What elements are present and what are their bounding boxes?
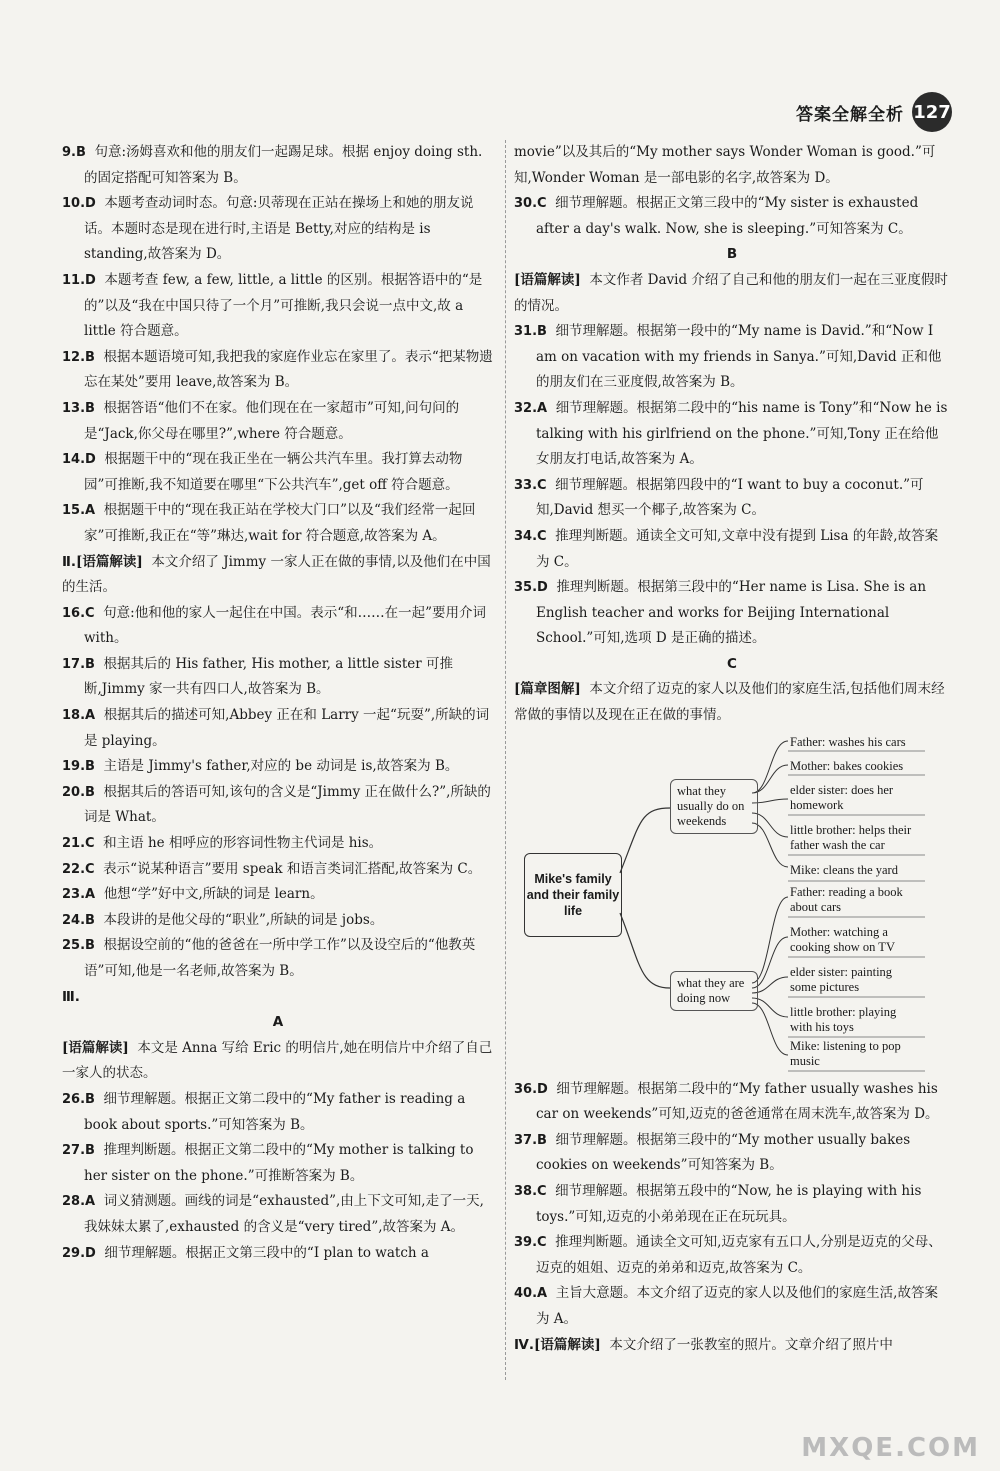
answer-number: 10.D: [62, 196, 96, 212]
answer-text: 根据题干中的“现在我正坐在一辆公共汽车里。我打算去动物园”可推断,我不知道要在哪里“下公共汽车”,get off 符合题意。: [84, 451, 463, 493]
section-text: 本文介绍了一张教室的照片。文章介绍了照片中: [609, 1336, 893, 1353]
answer-text: 根据其后的 His father, His mother, a little sister 可推断,Jimmy 家一共有四口人,故答案为 B。: [84, 655, 454, 698]
section-intro: [514, 677, 950, 728]
answer-text: 根据本题语境可知,我把我的家庭作业忘在家里了。表示“把某物遗忘在某处”要用 leave,故答案为 B。: [84, 348, 493, 391]
answer-number: 38.C: [514, 1184, 547, 1200]
answer-item: [62, 1138, 494, 1189]
answer-item: [62, 191, 494, 268]
answer-text: 根据题干中的“现在我正站在学校大门口”以及“我们经常一起回家”可推断,我正在“等”琳达,wait for 符合题意,故答案为 A。: [84, 502, 476, 544]
section-label: Ⅱ.: [62, 553, 77, 570]
section-text: 本文是 Anna 写给 Eric 的明信片,她在明信片中介绍了自己一家人的状态。: [62, 1039, 493, 1082]
section-text: 本文作者 David 介绍了自己和他的朋友们一起在三亚度假时的情况。: [514, 271, 948, 314]
answer-item: [514, 575, 950, 652]
answer-item: [514, 1230, 950, 1281]
answer-number: 36.D: [514, 1081, 548, 1097]
answer-text: 推理判断题。根据正文第二段中的“My mother is talking to her sister on the phone.”可推断答案为 B。: [84, 1142, 474, 1184]
answer-item: [514, 191, 950, 242]
answer-item: [62, 345, 494, 396]
answer-continuation: movie”以及其后的“My mother says Wonder Woman is good.”可知,Wonder Woman 是一部电影的名字,故答案为 D。: [514, 144, 936, 186]
mind-map-leaf: Mother: watching a cooking show on TV: [790, 924, 895, 954]
mind-map-leaf: Mike: cleans the yard: [790, 862, 898, 877]
answer-text: 细节理解题。根据正文第二段中的“My father is reading a book about sports.”可知答案为 B。: [84, 1090, 466, 1133]
answer-item: [62, 268, 494, 345]
section-tag: [语篇解读]: [533, 1336, 601, 1353]
section-intro: [62, 550, 494, 601]
answer-text: 细节理解题。根据第二段中的“My father usually washes his car on weekends”可知,迈克的爸爸通常在周末洗车,故答案为 D。: [536, 1080, 939, 1123]
answer-text: 细节理解题。根据正文第三段中的“My sister is exhausted after a day's walk. Now, she is sleeping.”可知答案为 C。: [536, 195, 919, 237]
answer-text: 根据其后的答语可知,该句的含义是“Jimmy 正在做什么?”,所缺的词是 What。: [84, 783, 491, 826]
section-text: 本文介绍了迈克的家人以及他们的家庭生活,包括他们周末经常做的事情以及现在正在做的事情。: [514, 681, 945, 724]
answer-number: 15.A: [62, 503, 96, 519]
page-number: 127: [912, 92, 952, 132]
section-label: Ⅳ.: [514, 1336, 534, 1353]
answer-number: 23.A: [62, 887, 96, 903]
answer-text: 细节理解题。根据第一段中的“My name is David.”和“Now I am on vacation with my friends in Sanya.”可知,David 正和他的朋友们在三亚度假,故答案为 B。: [536, 323, 942, 391]
mind-map-leaf: elder sister: does her homework: [790, 782, 894, 812]
answer-number: 37.B: [514, 1132, 547, 1148]
answer-item: [514, 524, 950, 575]
answer-text: 细节理解题。根据第二段中的“his name is Tony”和“Now he is talking with his girlfriend on the phone.”可知,Tony 正在给他女朋友打电话,故答案为 A。: [536, 399, 948, 468]
answer-number: 30.C: [514, 196, 547, 212]
answer-number: 29.D: [62, 1245, 96, 1261]
answer-item: [62, 447, 494, 498]
answer-text: 推理判断题。通读全文可知,迈克家有五口人,分别是迈克的父母、迈克的姐姐、迈克的弟弟和迈克,故答案为 C。: [536, 1234, 942, 1276]
answer-text: 根据答语“他们不在家。他们现在在一家超市”可知,问句问的是“Jack,你父母在哪里?”,where 符合题意。: [84, 399, 460, 442]
answer-item: [514, 396, 950, 473]
answer-number: 16.C: [62, 605, 95, 621]
answer-text: 细节理解题。根据第五段中的“Now, he is playing with his toys.”可知,迈克的小弟弟现在正在玩玩具。: [536, 1183, 922, 1225]
answer-item: [62, 652, 494, 703]
subsection-label: C: [727, 655, 737, 672]
mind-map-leaf: little brother: playing with his toys: [790, 1004, 897, 1034]
answer-item: [62, 1189, 494, 1240]
answer-text: 细节理解题。根据第四段中的“I want to buy a coconut.”可知,David 想买一个椰子,故答案为 C。: [536, 476, 924, 519]
answer-item: [62, 908, 494, 934]
answer-item: [62, 703, 494, 754]
mind-map-branch-now: what they are doing now: [670, 971, 758, 1011]
section-tag: [语篇解读]: [62, 1039, 129, 1056]
answer-text: 细节理解题。根据正文第三段中的“I plan to watch a: [104, 1244, 429, 1261]
answer-item: [62, 780, 494, 831]
subsection-label: B: [726, 246, 738, 263]
header-title: 答案全解全析: [796, 104, 904, 125]
answer-text: 推理判断题。通读全文可知,文章中没有提到 Lisa 的年龄,故答案为 C。: [536, 527, 939, 570]
answer-number: 31.B: [514, 324, 547, 340]
mind-map-leaf: elder sister: painting some pictures: [790, 964, 893, 994]
answer-number: 17.B: [62, 656, 95, 672]
answer-number: 20.B: [62, 784, 95, 800]
mind-map-branch-weekends: what they usually do on weekends: [670, 779, 758, 834]
answer-number: 28.A: [62, 1194, 96, 1210]
section-intro: [62, 1036, 494, 1087]
answer-text: 本题考查 few, a few, little, a little 的区别。根据答语中的“是的”以及“我在中国只待了一个月”可推断,我只会说一点中文,故 a little 符合题意。: [84, 271, 483, 340]
answer-number: 18.A: [62, 708, 96, 724]
answer-number: 26.B: [62, 1091, 95, 1107]
section-intro: [514, 1333, 950, 1359]
answer-text: 细节理解题。根据第三段中的“My mother usually bakes cookies on weekends”可知答案为 B。: [536, 1131, 911, 1174]
answer-item: [514, 1179, 950, 1230]
answer-text: 和主语 he 相呼应的形容词性物主代词是 his。: [103, 835, 383, 852]
answer-item: [62, 1241, 494, 1267]
answer-text: 句意:汤姆喜欢和他的朋友们一起踢足球。根据 enjoy doing sth.的固定搭配可知答案为 B。: [84, 144, 483, 186]
answer-number: 40.A: [514, 1286, 548, 1302]
answer-number: 11.D: [62, 272, 96, 288]
answer-text: 句意:他和他的家人一起住在中国。表示“和……在一起”要用介词 with。: [84, 604, 487, 647]
answer-item: [62, 498, 494, 549]
answer-item: [62, 882, 494, 908]
answer-text: 表示“说某种语言”要用 speak 和语言类词汇搭配,故答案为 C。: [103, 860, 482, 877]
mind-map-leaf: Father: washes his cars: [790, 734, 906, 749]
section-label: Ⅲ.: [62, 988, 80, 1005]
answer-number: 9.B: [62, 145, 86, 160]
answer-text: 本题考查动词时态。句意:贝蒂现在正站在操场上和她的朋友说话。本题时态是现在进行时,主语是 Betty,对应的结构是 is standing,故答案为 D。: [84, 195, 474, 263]
answer-item: [62, 933, 494, 984]
answer-item: [514, 473, 950, 524]
mind-map-center: Mike's family and their family life: [524, 853, 622, 937]
answer-item: [62, 1087, 494, 1138]
section-tag: [语篇解读]: [514, 271, 581, 288]
answer-number: 34.C: [514, 528, 547, 544]
page-header: [796, 92, 952, 132]
section-tag: [篇章图解]: [514, 681, 581, 698]
answer-item: [62, 601, 494, 652]
answer-text: 根据设空前的“他的爸爸在一所中学工作”以及设空后的“他教英语”可知,他是一名老师,故答案为 B。: [84, 937, 476, 979]
right-column: [514, 140, 950, 1358]
answer-number: 19.B: [62, 759, 95, 775]
subsection-label: A: [272, 1014, 284, 1031]
answer-number: 24.B: [62, 912, 95, 928]
answer-text: 根据其后的描述可知,Abbey 正在和 Larry 一起“玩耍”,所缺的词是 playing。: [84, 707, 490, 749]
watermark: MXQE.COM: [801, 1433, 980, 1463]
answer-text: 他想“学”好中文,所缺的词是 learn。: [103, 886, 324, 903]
mind-map-leaf: Father: reading a book about cars: [790, 884, 903, 914]
answer-item: [514, 319, 950, 396]
section-tag: [语篇解读]: [76, 553, 143, 570]
column-divider: [505, 140, 506, 1380]
answer-item: [62, 396, 494, 447]
mind-map: [520, 733, 950, 1073]
section-intro: [514, 268, 950, 319]
answer-number: 39.C: [514, 1235, 547, 1251]
answer-number: 35.D: [514, 580, 548, 596]
mind-map-leaf: Mother: bakes cookies: [790, 758, 904, 773]
answer-item: [62, 140, 494, 191]
answer-item: [514, 1128, 950, 1179]
answer-text: 推理判断题。根据第三段中的“Her name is Lisa. She is an English teacher and works for Beijing International School.”可知,选项 D 是正确的描述。: [536, 579, 927, 647]
answer-number: 32.A: [514, 400, 548, 416]
mind-map-leaf: little brother: helps their father wash the car: [790, 822, 912, 852]
mind-map-leaf: Mike: listening to pop music: [790, 1038, 901, 1068]
answer-number: 14.D: [62, 452, 96, 468]
answer-number: 21.C: [62, 836, 95, 852]
answer-number: 25.B: [62, 938, 95, 954]
answer-item: [62, 754, 494, 780]
answer-number: 22.C: [62, 861, 95, 877]
answer-text: 本段讲的是他父母的“职业”,所缺的词是 jobs。: [103, 911, 384, 928]
answer-number: 33.C: [514, 477, 547, 493]
answer-item: [62, 831, 494, 857]
section-text: 本文介绍了 Jimmy 一家人正在做的事情,以及他们在中国的生活。: [62, 553, 491, 596]
left-column: [62, 140, 494, 1266]
answer-text: 主旨大意题。本文介绍了迈克的家人以及他们的家庭生活,故答案为 A。: [536, 1285, 938, 1327]
answer-text: 主语是 Jimmy's father,对应的 be 动词是 is,故答案为 B。: [103, 758, 459, 775]
answer-number: 27.B: [62, 1143, 95, 1159]
answer-item: [514, 1281, 950, 1332]
answer-text: 词义猜测题。画线的词是“exhausted”,由上下文可知,走了一天,我妹妹太累了,exhausted 的含义是“very tired”,故答案为 A。: [84, 1193, 484, 1235]
answer-item: [62, 857, 494, 883]
answer-item: [514, 1077, 950, 1128]
answer-number: 12.B: [62, 349, 95, 365]
answer-number: 13.B: [62, 400, 95, 416]
